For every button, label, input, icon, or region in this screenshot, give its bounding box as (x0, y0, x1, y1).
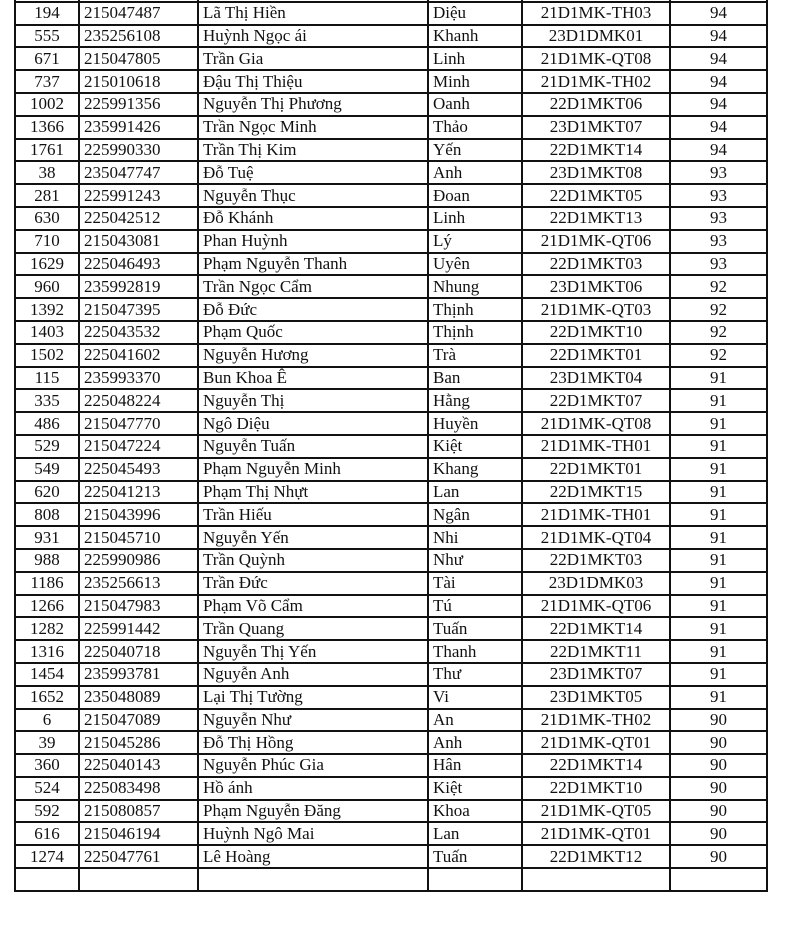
row-number-cell: 555 (15, 25, 79, 48)
student-id-cell: 215047089 (79, 709, 198, 732)
last-middle-name-cell: Bun Khoa Ê (198, 367, 428, 390)
first-name-cell: Kiệt (428, 435, 522, 458)
table-row (15, 731, 767, 754)
first-name-cell: Khanh (428, 25, 522, 48)
class-code-cell: 22D1MKT05 (522, 184, 670, 207)
last-middle-name-cell: Trần Quang (198, 617, 428, 640)
score-cell: 91 (670, 503, 767, 526)
class-code-cell: 21D1MK-QT06 (522, 230, 670, 253)
table-row (15, 298, 767, 321)
row-number-cell: 630 (15, 207, 79, 230)
score-cell: 91 (670, 435, 767, 458)
student-id-cell: 215046194 (79, 822, 198, 845)
score-cell: 90 (670, 822, 767, 845)
row-number-cell: 115 (15, 367, 79, 390)
last-middle-name-cell: Trần Gia (198, 47, 428, 70)
score-cell: 94 (670, 93, 767, 116)
student-id-cell: 225047761 (79, 845, 198, 868)
last-middle-name-cell: Đậu Thị Thiệu (198, 70, 428, 93)
score-cell: 93 (670, 161, 767, 184)
last-middle-name-cell: Nguyễn Tuấn (198, 435, 428, 458)
first-name-cell: Khang (428, 458, 522, 481)
first-name-cell: Lan (428, 481, 522, 504)
class-code-cell: 23D1MKT06 (522, 275, 670, 298)
last-middle-name-cell: Phạm Võ Cẩm (198, 595, 428, 618)
score-cell: 90 (670, 731, 767, 754)
last-middle-name-cell: Nguyễn Hương (198, 344, 428, 367)
last-middle-name-cell: Phạm Thị Nhựt (198, 481, 428, 504)
score-cell: 94 (670, 116, 767, 139)
row-number-cell: 6 (15, 709, 79, 732)
first-name-cell: Thịnh (428, 321, 522, 344)
student-id-cell: 225991442 (79, 617, 198, 640)
table-row (15, 47, 767, 70)
student-id-cell: 215047983 (79, 595, 198, 618)
student-id-cell: 215047224 (79, 435, 198, 458)
row-number-cell: 808 (15, 503, 79, 526)
student-id-cell: 225990986 (79, 549, 198, 572)
table-row (15, 640, 767, 663)
first-name-cell: Anh (428, 161, 522, 184)
student-id-cell: 225990330 (79, 139, 198, 162)
row-number-cell: 38 (15, 161, 79, 184)
table-row (15, 503, 767, 526)
table-row (15, 412, 767, 435)
first-name-cell: Tài (428, 572, 522, 595)
last-middle-name-cell: Trần Đức (198, 572, 428, 595)
first-name-cell: Uyên (428, 253, 522, 276)
last-middle-name-cell: Trần Thị Kim (198, 139, 428, 162)
last-middle-name-cell: Phan Huỳnh (198, 230, 428, 253)
row-number-cell: 549 (15, 458, 79, 481)
score-cell: 90 (670, 754, 767, 777)
student-id-cell: 235256613 (79, 572, 198, 595)
table-row (15, 344, 767, 367)
score-cell: 91 (670, 595, 767, 618)
last-middle-name-cell: Đỗ Khánh (198, 207, 428, 230)
score-cell: 94 (670, 2, 767, 25)
last-middle-name-cell: Nguyễn Thị Yến (198, 640, 428, 663)
student-id-cell: 235992819 (79, 275, 198, 298)
table-row (15, 25, 767, 48)
class-code-cell: 21D1MK-TH01 (522, 503, 670, 526)
student-id-cell: 225042512 (79, 207, 198, 230)
row-number-cell: 737 (15, 70, 79, 93)
row-number-cell: 960 (15, 275, 79, 298)
first-name-cell: Hân (428, 754, 522, 777)
class-code-cell: 22D1MKT01 (522, 344, 670, 367)
class-code-cell: 21D1MK-QT06 (522, 595, 670, 618)
last-middle-name-cell: Nguyễn Thị (198, 389, 428, 412)
class-code-cell: 21D1MK-QT08 (522, 47, 670, 70)
table-row (15, 253, 767, 276)
table-row (15, 822, 767, 845)
class-code-cell: 22D1MKT07 (522, 389, 670, 412)
table-row (15, 389, 767, 412)
last-middle-name-cell: Trần Ngọc Cẩm (198, 275, 428, 298)
student-score-table (14, 0, 768, 892)
table-row (15, 800, 767, 823)
score-cell: 91 (670, 663, 767, 686)
first-name-cell: Lý (428, 230, 522, 253)
class-code-cell: 21D1MK-QT01 (522, 731, 670, 754)
first-name-cell: Kiệt (428, 777, 522, 800)
first-name-cell: Tuấn (428, 617, 522, 640)
row-number-cell: 1629 (15, 253, 79, 276)
first-name-cell: An (428, 709, 522, 732)
student-id-cell: 215010618 (79, 70, 198, 93)
row-number-cell: 335 (15, 389, 79, 412)
table-row (15, 116, 767, 139)
last-middle-name-cell: Huỳnh Ngọc ái (198, 25, 428, 48)
class-code-cell (522, 868, 670, 891)
row-number-cell: 988 (15, 549, 79, 572)
first-name-cell: Linh (428, 207, 522, 230)
student-id-cell: 225040718 (79, 640, 198, 663)
score-cell: 91 (670, 526, 767, 549)
row-number-cell: 1186 (15, 572, 79, 595)
last-middle-name-cell: Phạm Nguyễn Đăng (198, 800, 428, 823)
first-name-cell: Lan (428, 822, 522, 845)
score-cell: 90 (670, 709, 767, 732)
row-number-cell: 360 (15, 754, 79, 777)
first-name-cell: Minh (428, 70, 522, 93)
student-id-cell: 225041213 (79, 481, 198, 504)
last-middle-name-cell: Nguyễn Thục (198, 184, 428, 207)
row-number-cell: 620 (15, 481, 79, 504)
score-cell: 92 (670, 298, 767, 321)
score-cell: 91 (670, 686, 767, 709)
class-code-cell: 21D1MK-TH02 (522, 70, 670, 93)
student-id-cell: 215045286 (79, 731, 198, 754)
row-number-cell: 524 (15, 777, 79, 800)
first-name-cell: Ngân (428, 503, 522, 526)
class-code-cell: 23D1DMK01 (522, 25, 670, 48)
student-id-cell: 215045710 (79, 526, 198, 549)
last-middle-name-cell (198, 868, 428, 891)
first-name-cell: Tuấn (428, 845, 522, 868)
class-code-cell: 21D1MK-TH01 (522, 435, 670, 458)
score-cell: 92 (670, 321, 767, 344)
class-code-cell: 22D1MKT01 (522, 458, 670, 481)
first-name-cell: Thảo (428, 116, 522, 139)
class-code-cell: 22D1MKT12 (522, 845, 670, 868)
row-number-cell: 39 (15, 731, 79, 754)
score-cell: 91 (670, 549, 767, 572)
table-row (15, 777, 767, 800)
row-number-cell: 1282 (15, 617, 79, 640)
first-name-cell: Huyền (428, 412, 522, 435)
class-code-cell: 23D1MKT05 (522, 686, 670, 709)
class-code-cell: 23D1MKT07 (522, 663, 670, 686)
student-id-cell: 225048224 (79, 389, 198, 412)
last-middle-name-cell: Nguyễn Anh (198, 663, 428, 686)
row-number-cell: 529 (15, 435, 79, 458)
score-cell: 91 (670, 458, 767, 481)
student-id-cell: 225991356 (79, 93, 198, 116)
class-code-cell: 23D1MKT07 (522, 116, 670, 139)
table-row (15, 572, 767, 595)
first-name-cell: Như (428, 549, 522, 572)
row-number-cell: 1454 (15, 663, 79, 686)
last-middle-name-cell: Lê Hoàng (198, 845, 428, 868)
student-id-cell: 215047395 (79, 298, 198, 321)
student-id-cell: 215043996 (79, 503, 198, 526)
row-number-cell: 592 (15, 800, 79, 823)
student-id-cell: 235256108 (79, 25, 198, 48)
score-cell: 91 (670, 367, 767, 390)
table-row (15, 845, 767, 868)
score-cell: 91 (670, 572, 767, 595)
score-cell: 93 (670, 230, 767, 253)
row-number-cell: 1366 (15, 116, 79, 139)
last-middle-name-cell: Đỗ Đức (198, 298, 428, 321)
score-cell (670, 868, 767, 891)
row-number-cell: 1274 (15, 845, 79, 868)
row-number-cell: 486 (15, 412, 79, 435)
student-id-cell: 235047747 (79, 161, 198, 184)
class-code-cell: 22D1MKT11 (522, 640, 670, 663)
table-row (15, 207, 767, 230)
class-code-cell: 21D1MK-TH02 (522, 709, 670, 732)
table-row (15, 139, 767, 162)
score-cell: 92 (670, 275, 767, 298)
last-middle-name-cell: Lã Thị Hiền (198, 2, 428, 25)
student-id-cell: 225043532 (79, 321, 198, 344)
score-cell: 90 (670, 777, 767, 800)
row-number-cell: 1652 (15, 686, 79, 709)
class-code-cell: 21D1MK-QT04 (522, 526, 670, 549)
last-middle-name-cell: Huỳnh Ngô Mai (198, 822, 428, 845)
class-code-cell: 22D1MKT10 (522, 777, 670, 800)
score-cell: 94 (670, 139, 767, 162)
table-row (15, 321, 767, 344)
first-name-cell: Trà (428, 344, 522, 367)
student-id-cell: 225040143 (79, 754, 198, 777)
class-code-cell: 23D1DMK03 (522, 572, 670, 595)
student-id-cell: 215047805 (79, 47, 198, 70)
table-row (15, 2, 767, 25)
table-row (15, 93, 767, 116)
class-code-cell: 22D1MKT03 (522, 549, 670, 572)
score-cell: 94 (670, 25, 767, 48)
student-id-cell: 225046493 (79, 253, 198, 276)
student-id-cell: 215047770 (79, 412, 198, 435)
score-cell: 90 (670, 800, 767, 823)
row-number-cell: 710 (15, 230, 79, 253)
row-number-cell (15, 868, 79, 891)
row-number-cell: 1761 (15, 139, 79, 162)
table-row (15, 868, 767, 891)
class-code-cell: 22D1MKT06 (522, 93, 670, 116)
score-cell: 92 (670, 344, 767, 367)
score-cell: 93 (670, 253, 767, 276)
first-name-cell: Anh (428, 731, 522, 754)
table-row (15, 275, 767, 298)
class-code-cell: 22D1MKT14 (522, 617, 670, 640)
last-middle-name-cell: Phạm Nguyễn Thanh (198, 253, 428, 276)
student-id-cell: 215043081 (79, 230, 198, 253)
first-name-cell: Khoa (428, 800, 522, 823)
row-number-cell: 1392 (15, 298, 79, 321)
class-code-cell: 21D1MK-QT05 (522, 800, 670, 823)
first-name-cell: Ban (428, 367, 522, 390)
row-number-cell: 1502 (15, 344, 79, 367)
first-name-cell: Oanh (428, 93, 522, 116)
score-cell: 91 (670, 412, 767, 435)
student-id-cell: 235048089 (79, 686, 198, 709)
last-middle-name-cell: Lại Thị Tường (198, 686, 428, 709)
table-row (15, 686, 767, 709)
row-number-cell: 616 (15, 822, 79, 845)
first-name-cell: Yến (428, 139, 522, 162)
student-id-cell: 235993370 (79, 367, 198, 390)
last-middle-name-cell: Ngô Diệu (198, 412, 428, 435)
class-code-cell: 21D1MK-QT08 (522, 412, 670, 435)
class-code-cell: 21D1MK-TH03 (522, 2, 670, 25)
row-number-cell: 1266 (15, 595, 79, 618)
first-name-cell: Nhi (428, 526, 522, 549)
last-middle-name-cell: Hồ ánh (198, 777, 428, 800)
row-number-cell: 1002 (15, 93, 79, 116)
table-row (15, 663, 767, 686)
last-middle-name-cell: Nguyễn Yến (198, 526, 428, 549)
table-row (15, 549, 767, 572)
class-code-cell: 22D1MKT15 (522, 481, 670, 504)
first-name-cell: Tú (428, 595, 522, 618)
student-score-table-container (14, 0, 768, 892)
score-cell: 93 (670, 184, 767, 207)
table-row (15, 161, 767, 184)
last-middle-name-cell: Trần Hiếu (198, 503, 428, 526)
row-number-cell: 194 (15, 2, 79, 25)
last-middle-name-cell: Đỗ Thị Hồng (198, 731, 428, 754)
score-cell: 94 (670, 70, 767, 93)
table-row (15, 526, 767, 549)
student-id-cell: 235993781 (79, 663, 198, 686)
table-row (15, 184, 767, 207)
first-name-cell (428, 868, 522, 891)
score-cell: 93 (670, 207, 767, 230)
student-id-cell: 225041602 (79, 344, 198, 367)
first-name-cell: Linh (428, 47, 522, 70)
row-number-cell: 931 (15, 526, 79, 549)
table-row (15, 367, 767, 390)
table-row (15, 617, 767, 640)
first-name-cell: Diệu (428, 2, 522, 25)
row-number-cell: 1316 (15, 640, 79, 663)
last-middle-name-cell: Nguyễn Như (198, 709, 428, 732)
last-middle-name-cell: Phạm Nguyễn Minh (198, 458, 428, 481)
class-code-cell: 23D1MKT08 (522, 161, 670, 184)
first-name-cell: Thanh (428, 640, 522, 663)
class-code-cell: 22D1MKT13 (522, 207, 670, 230)
student-id-cell: 215080857 (79, 800, 198, 823)
table-row (15, 70, 767, 93)
score-cell: 94 (670, 47, 767, 70)
student-id-cell (79, 868, 198, 891)
score-cell: 91 (670, 481, 767, 504)
last-middle-name-cell: Đỗ Tuệ (198, 161, 428, 184)
table-row (15, 595, 767, 618)
class-code-cell: 22D1MKT03 (522, 253, 670, 276)
first-name-cell: Vi (428, 686, 522, 709)
last-middle-name-cell: Nguyễn Thị Phương (198, 93, 428, 116)
class-code-cell: 22D1MKT14 (522, 139, 670, 162)
last-middle-name-cell: Trần Ngọc Minh (198, 116, 428, 139)
class-code-cell: 22D1MKT14 (522, 754, 670, 777)
score-cell: 91 (670, 617, 767, 640)
table-row (15, 458, 767, 481)
student-id-cell: 225991243 (79, 184, 198, 207)
first-name-cell: Đoan (428, 184, 522, 207)
last-middle-name-cell: Nguyễn Phúc Gia (198, 754, 428, 777)
student-id-cell: 215047487 (79, 2, 198, 25)
score-cell: 91 (670, 640, 767, 663)
table-row (15, 230, 767, 253)
table-row (15, 481, 767, 504)
student-id-cell: 235991426 (79, 116, 198, 139)
table-row (15, 754, 767, 777)
first-name-cell: Hằng (428, 389, 522, 412)
student-id-cell: 225045493 (79, 458, 198, 481)
table-row (15, 435, 767, 458)
last-middle-name-cell: Phạm Quốc (198, 321, 428, 344)
class-code-cell: 21D1MK-QT01 (522, 822, 670, 845)
student-id-cell: 225083498 (79, 777, 198, 800)
first-name-cell: Thịnh (428, 298, 522, 321)
last-middle-name-cell: Trần Quỳnh (198, 549, 428, 572)
score-cell: 91 (670, 389, 767, 412)
row-number-cell: 671 (15, 47, 79, 70)
table-body (15, 0, 767, 891)
score-cell: 90 (670, 845, 767, 868)
row-number-cell: 281 (15, 184, 79, 207)
row-number-cell: 1403 (15, 321, 79, 344)
first-name-cell: Nhung (428, 275, 522, 298)
first-name-cell: Thư (428, 663, 522, 686)
class-code-cell: 21D1MK-QT03 (522, 298, 670, 321)
table-row (15, 709, 767, 732)
class-code-cell: 23D1MKT04 (522, 367, 670, 390)
class-code-cell: 22D1MKT10 (522, 321, 670, 344)
